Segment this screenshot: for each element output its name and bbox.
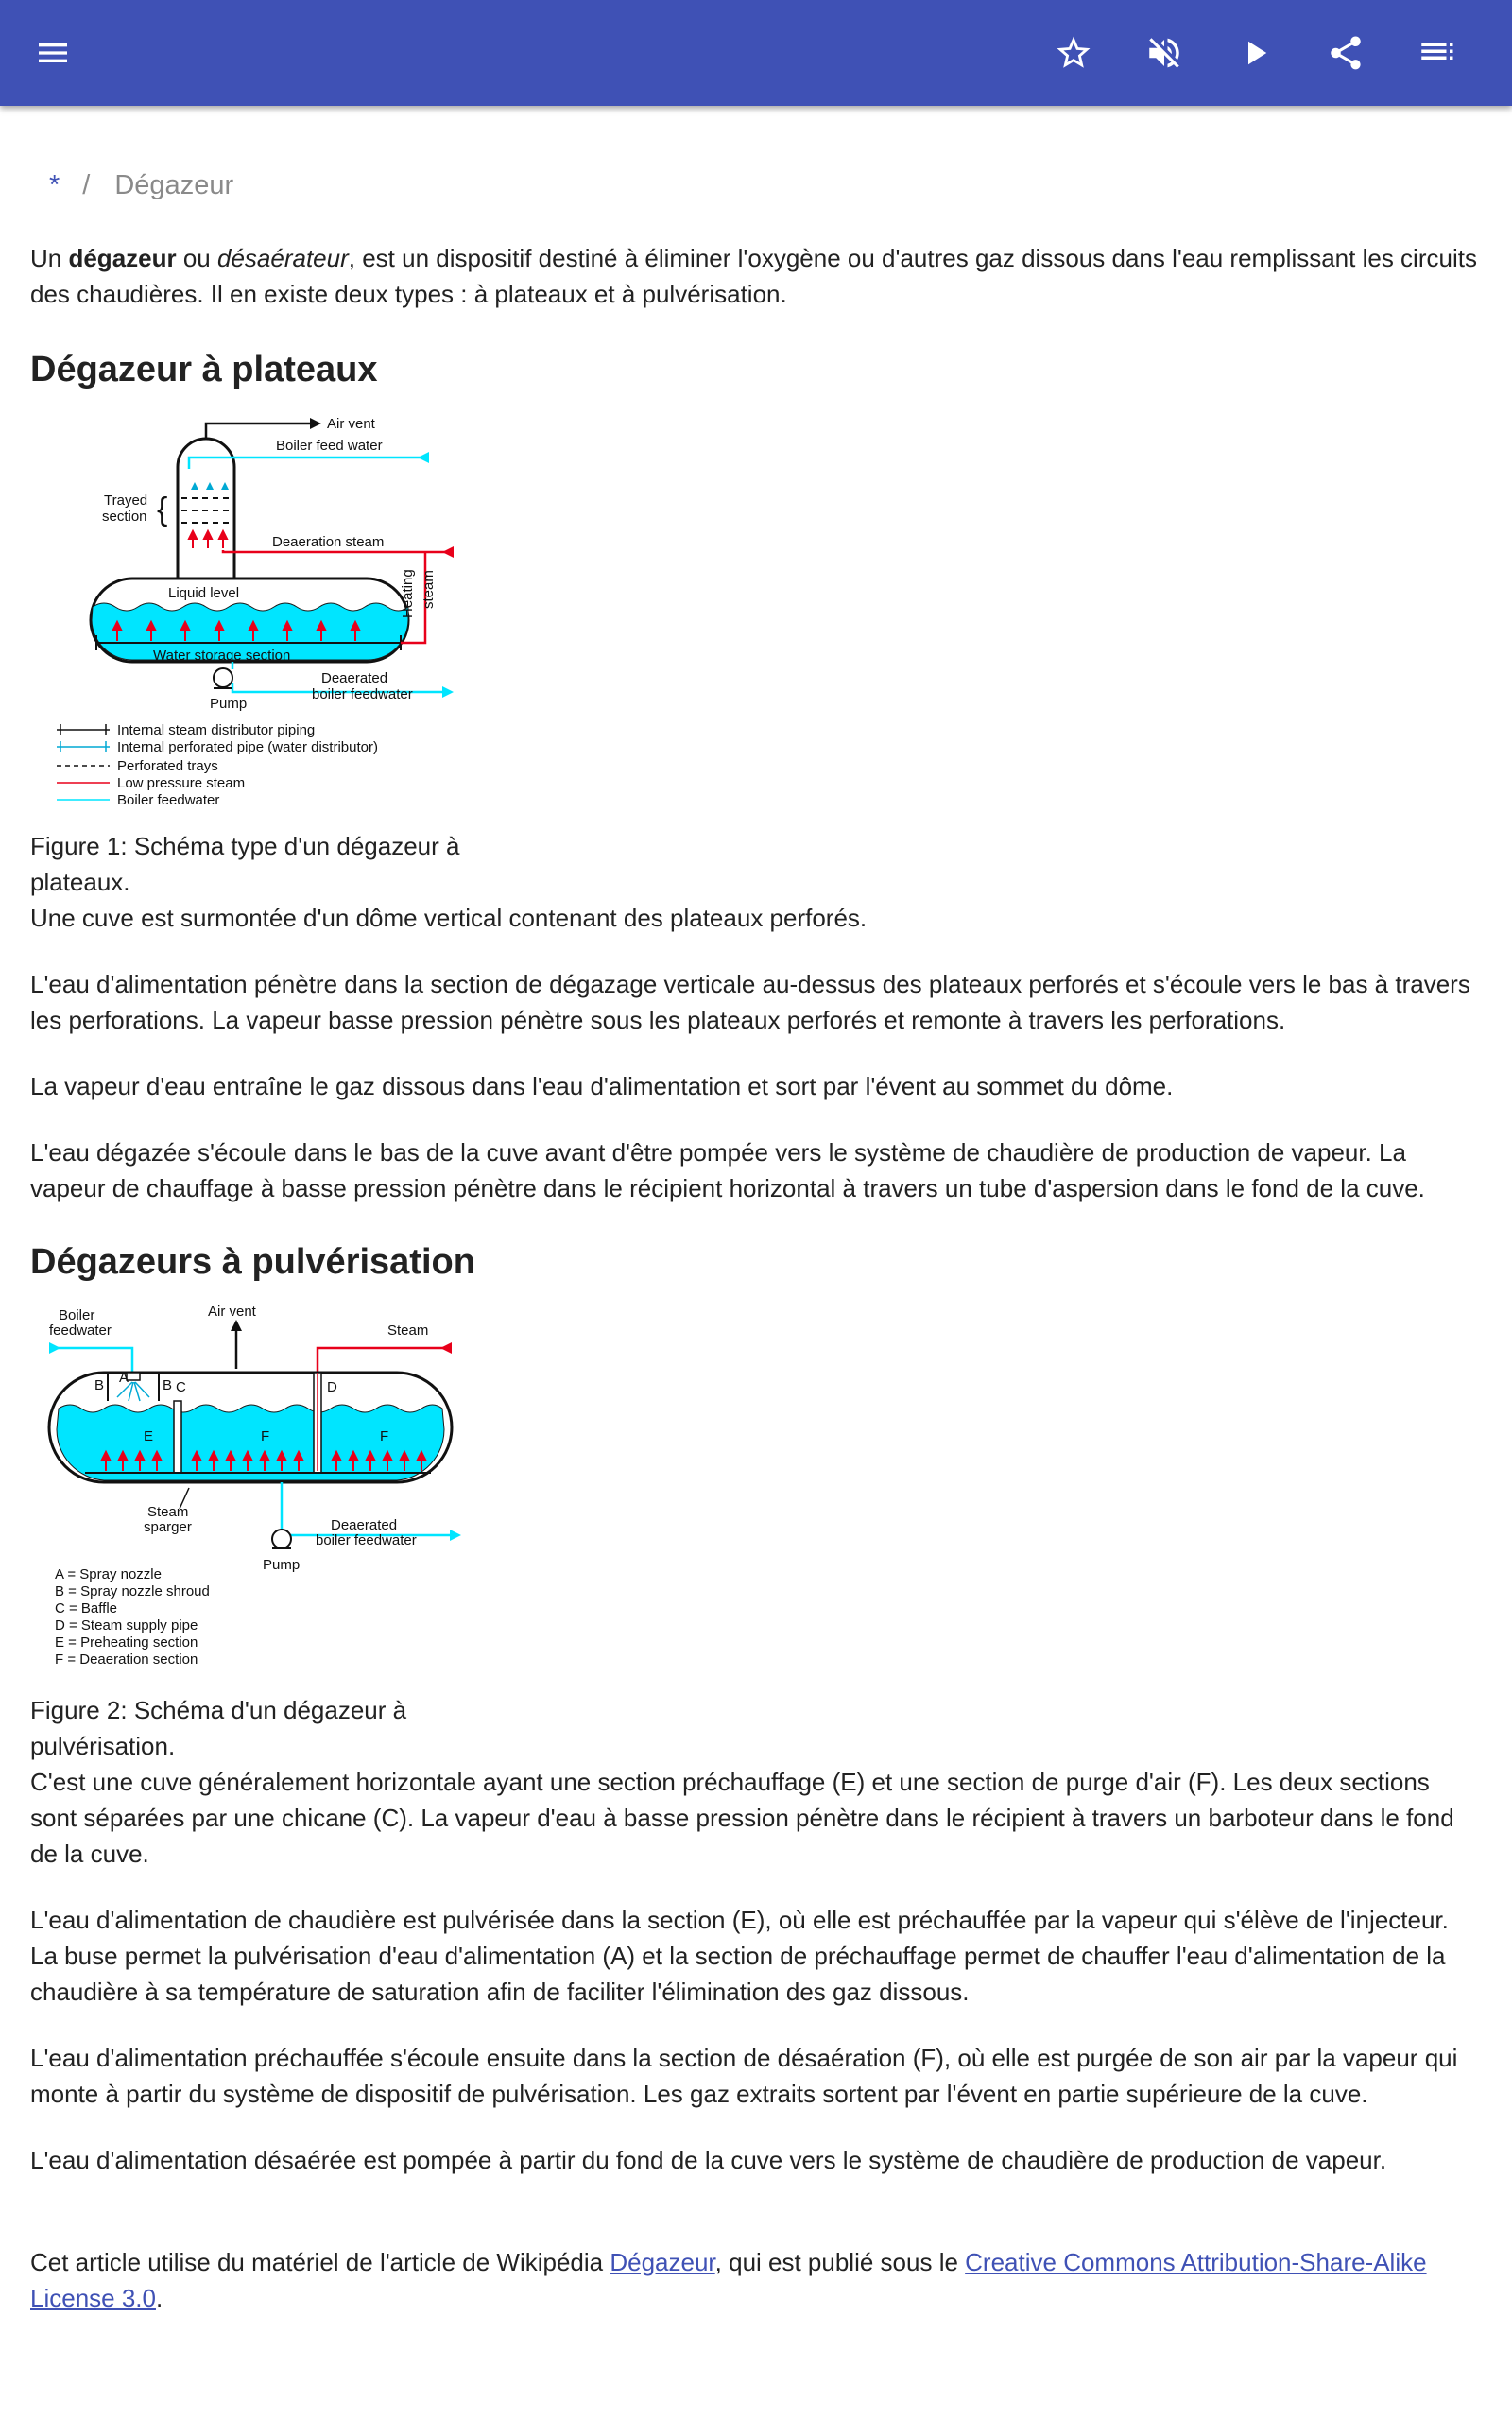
deaerated-outlet-arrow <box>442 686 454 698</box>
volume-off-icon <box>1144 33 1184 73</box>
label-deaerated: Deaerated <box>321 670 388 686</box>
favorite-button[interactable] <box>1045 25 1102 81</box>
legend-item-3: Perforated trays <box>117 758 218 774</box>
breadcrumb-current: Dégazeur <box>114 170 234 200</box>
label-steam: Steam <box>387 1322 429 1339</box>
paragraph: L'eau d'alimentation préchauffée s'écoule ensuite dans la section de désaération (F), où elle est purgée de son air par la vapeur qui monte à partir du système de dispositif de pulvérisation. Les gaz extraits sortent par l'évent en partie supérieure de la cuve. <box>30 2044 1458 2108</box>
label-deaerated-feedwater: boiler feedwater <box>312 686 413 702</box>
intro-prefix: Un <box>30 244 69 272</box>
share-icon <box>1326 33 1366 73</box>
legend-item-1: Internal steam distributor piping <box>117 722 316 738</box>
label-boiler-feed-water: Boiler feed water <box>276 438 383 454</box>
menu-button[interactable] <box>25 25 81 81</box>
label-deaerated: Deaerated <box>331 1517 398 1533</box>
label-b-right: B <box>163 1377 173 1393</box>
deaeration-steam-arrow <box>442 546 454 558</box>
legend-item-4: Low pressure steam <box>117 775 246 791</box>
label-sparger: sparger <box>144 1519 192 1535</box>
intro-alt-term: désaérateur <box>217 244 349 272</box>
label-trayed: Trayed <box>104 493 148 509</box>
figure-1-caption: Figure 1: Schéma type d'un dégazeur à plateaux. <box>30 832 460 896</box>
label-boiler: Boiler <box>59 1307 95 1323</box>
label-deaeration-steam: Deaeration steam <box>272 534 385 550</box>
play-icon <box>1235 33 1275 73</box>
paragraph: C'est une cuve généralement horizontale ayant une section préchauffage (E) et une section de purge d'air (F). Les deux sections sont séparées par une chicane (C). La vapeur d'eau à basse pression pénètre dans le récipient à travers un barboteur dans le fond de la cuve. <box>30 1768 1454 1868</box>
label-c: C <box>176 1379 186 1395</box>
figure-2-caption: Figure 2: Schéma d'un dégazeur à pulvérisation. <box>30 1696 407 1760</box>
spray-nozzle <box>127 1373 140 1380</box>
air-vent-line <box>206 424 312 439</box>
mute-button[interactable] <box>1136 25 1193 81</box>
label-e: E <box>144 1428 154 1444</box>
section-heading-pulverisation: Dégazeurs à pulvérisation <box>30 1242 475 1282</box>
label-air-vent: Air vent <box>208 1304 256 1320</box>
legend-item-1: A = Spray nozzle <box>55 1566 162 1582</box>
figure-2-legend <box>55 1566 210 1668</box>
paragraph: La vapeur d'eau entraîne le gaz dissous dans l'eau d'alimentation et sort par l'évent au sommet du dôme. <box>30 1072 1174 1100</box>
intro-paragraph <box>30 240 1482 312</box>
trayed-brace: { <box>157 492 168 527</box>
label-liquid-level: Liquid level <box>168 585 240 601</box>
legend-item-4: D = Steam supply pipe <box>55 1617 198 1634</box>
share-button[interactable] <box>1317 25 1374 81</box>
air-vent-arrow <box>231 1320 242 1331</box>
deaeration-steam-line <box>223 550 454 552</box>
label-b-left: B <box>94 1377 105 1393</box>
label-heating: Heating <box>400 569 416 618</box>
air-vent-arrow <box>310 418 321 429</box>
label-heating-steam: steam <box>421 570 437 609</box>
label-f-right: F <box>380 1428 389 1444</box>
intro-term: dégazeur <box>68 244 177 272</box>
paragraph: L'eau d'alimentation désaérée est pompée à partir du fond de la cuve vers le système de chaudière de production de vapeur. <box>30 2146 1387 2174</box>
dome-outline <box>178 439 234 579</box>
breadcrumb <box>49 170 233 201</box>
contents-button[interactable] <box>1408 25 1465 81</box>
label-pump: Pump <box>210 696 248 712</box>
footer-suffix: . <box>155 2284 163 2312</box>
label-water-storage: Water storage section <box>153 648 291 664</box>
legend-item-2: B = Spray nozzle shroud <box>55 1583 210 1599</box>
legend-item-3: C = Baffle <box>55 1600 118 1616</box>
steam-inlet-line <box>318 1348 446 1373</box>
section-heading-plateaux: Dégazeur à plateaux <box>30 350 378 389</box>
label-deaerated-feedwater: boiler feedwater <box>316 1532 417 1548</box>
figure-1-legend <box>57 722 378 808</box>
label-steam-sparger: Steam <box>147 1504 189 1520</box>
feedwater-inlet-arrow <box>49 1342 60 1354</box>
label-air-vent: Air vent <box>327 416 375 432</box>
intro-mid: ou <box>176 244 217 272</box>
paragraph: L'eau d'alimentation pénètre dans la section de dégazage verticale au-dessus des plateaux perforés et s'écoule vers le bas à travers les perforations. La vapeur basse pression pénètre sous les plateaux perforés et remonte à travers les perforations. <box>30 970 1470 1034</box>
label-boiler-feedwater: feedwater <box>49 1322 112 1339</box>
feed-water-arrow <box>418 452 429 463</box>
attribution-footer <box>30 2244 1482 2316</box>
star-icon <box>1054 33 1093 73</box>
label-a: A <box>119 1370 129 1386</box>
paragraph: Une cuve est surmontée d'un dôme vertical contenant des plateaux perforés. <box>30 904 868 932</box>
legend-item-5: Boiler feedwater <box>117 792 220 808</box>
breadcrumb-separator: / <box>82 170 91 200</box>
app-bar <box>0 0 1512 106</box>
legend-item-5: E = Preheating section <box>55 1634 198 1651</box>
breadcrumb-home-link[interactable]: * <box>49 170 60 200</box>
list-icon <box>1417 33 1456 73</box>
wikipedia-article-link[interactable]: Dégazeur <box>610 2248 715 2276</box>
footer-mid: , qui est publié sous le <box>714 2248 966 2276</box>
label-section: section <box>102 509 147 525</box>
menu-icon <box>34 34 72 72</box>
paragraph: L'eau d'alimentation de chaudière est pulvérisée dans la section (E), où elle est préchauffée par la vapeur qui s'élève de l'injecteur. La buse permet la pulvérisation d'eau d'alimentation (A) et la section de préchauffage permet de chauffer l'eau d'alimentation de la chaudière à sa température de saturation afin de faciliter l'élimination des gaz dissous. <box>30 1906 1449 2006</box>
legend-item-6: F = Deaeration section <box>55 1651 198 1668</box>
play-button[interactable] <box>1227 25 1283 81</box>
legend-item-2: Internal perforated pipe (water distributor) <box>117 739 378 755</box>
baffle <box>174 1401 181 1473</box>
label-pump: Pump <box>263 1557 301 1573</box>
intro-rest: , est un dispositif destiné à éliminer l'oxygène ou d'autres gaz dissous dans l'eau remplissant les circuits des chaudières. Il en existe deux types : à plateaux et à pulvérisation. <box>30 244 1477 308</box>
footer-prefix: Cet article utilise du matériel de l'article de Wikipédia <box>30 2248 610 2276</box>
label-f-center: F <box>261 1428 270 1444</box>
pump-symbol <box>214 668 232 687</box>
license-link[interactable]: Creative Commons Attribution-Share-Alike License 3.0 <box>30 2248 1427 2312</box>
label-d: D <box>327 1379 337 1395</box>
pump-symbol <box>272 1530 291 1548</box>
deaerated-outlet-arrow <box>450 1530 461 1541</box>
paragraph: L'eau dégazée s'écoule dans le bas de la cuve avant d'être pompée vers le système de chaudière de production de vapeur. La vapeur de chauffage à basse pression pénètre dans le récipient horizontal à travers un tube d'aspersion dans le fond de la cuve. <box>30 1138 1425 1202</box>
steam-inlet-arrow <box>440 1342 452 1354</box>
